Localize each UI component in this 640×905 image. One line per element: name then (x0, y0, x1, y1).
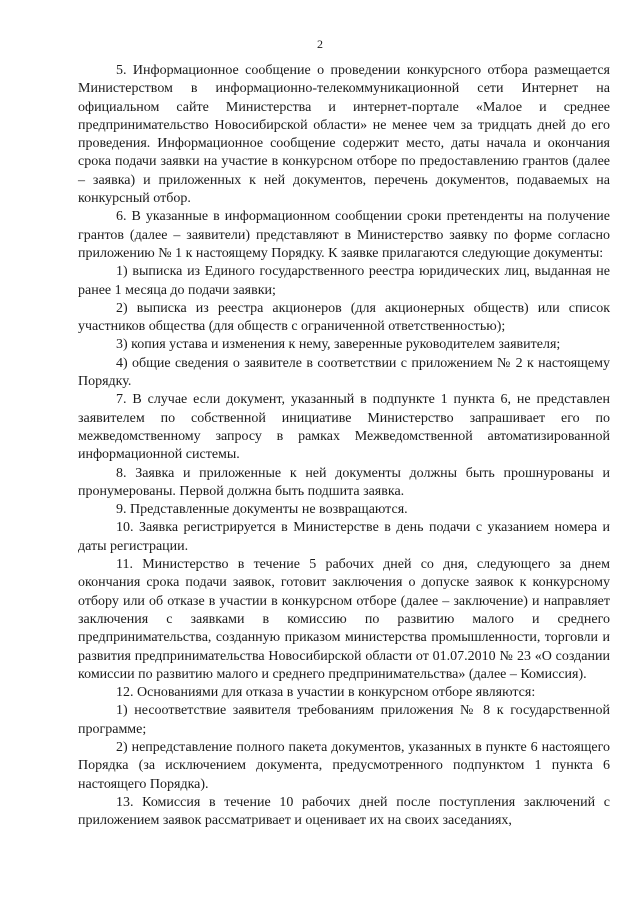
document-body (78, 62, 610, 830)
paragraph-6-item-3: 3) копия устава и изменения к нему, заверенные руководителем заявителя; (116, 337, 561, 353)
paragraph-9: 9. Представленные документы не возвращаются. (116, 502, 408, 518)
paragraph-10: 10. Заявка регистрируется в Министерстве в день подачи с указанием номера и даты регистрации. (78, 520, 610, 554)
paragraph-12-item-2: 2) непредставление полного пакета документов, указанных в пункте 6 настоящего Порядка (за исключением документа, предусмотренного подпунктом 1 пункта 6 настоящего Порядка). (78, 739, 610, 792)
paragraph-12: 12. Основаниями для отказа в участии в конкурсном отборе являются: (116, 685, 536, 701)
paragraph-8: 8. Заявка и приложенные к ней документы должны быть прошнурованы и пронумерованы. Первой должна быть подшита заявка. (78, 465, 610, 499)
paragraph-6: 6. В указанные в информационном сообщении сроки претенденты на получение грантов (далее – заявители) представляют в Министерство заявку по форме согласно приложению № 1 к настоящему Порядку. К заявке прилагаются следующие документы: (78, 209, 610, 261)
paragraph-6-item-2: 2) выписка из реестра акционеров (для акционерных обществ) или список участников общества (для обществ с ограниченной ответственностью); (78, 300, 610, 335)
paragraph-6-item-4: 4) общие сведения о заявителе в соответствии с приложением № 2 к настоящему Порядку. (78, 355, 610, 390)
paragraph-7: 7. В случае если документ, указанный в подпункте 1 пункта 6, не представлен заявителем по собственной инициативе Министерство запрашивает его по межведомственному запросу в рамках Межведомственной автоматизированной информационной системы. (78, 392, 610, 463)
paragraph-5: 5. Информационное сообщение о проведении конкурсного отбора размещается Министерством в информационно-телекоммуникационной сети Интернет на официальном сайте Министерства и интернет-портале «Малое и среднее предпринимательство Новосибирской области» не менее чем за тридцать дней до его проведения. Информационное сообщение содержит место, даты начала и окончания срока подачи заявки на участие в конкурсном отборе по предоставлению грантов (далее – заявка) и приложенных к ней документов, перечень документов, подаваемых на конкурсный отбор. (78, 63, 610, 207)
paragraph-13: 13. Комиссия в течение 10 рабочих дней после поступления заключений с приложением заявок рассматривает и оценивает их на своих заседаниях, (78, 794, 610, 829)
paragraph-6-item-1: 1) выписка из Единого государственного реестра юридических лиц, выданная не ранее 1 месяца до подачи заявки; (78, 264, 610, 298)
paragraph-12-item-1: 1) несоответствие заявителя требованиям приложения № 8 к государственной программе; (78, 703, 610, 737)
page-number: 2 (317, 37, 323, 51)
paragraph-11: 11. Министерство в течение 5 рабочих дней со дня, следующего за днем окончания срока подачи заявок, готовит заключения о допуске заявок к конкурсному отбору или об отказе в участии в конкурсном отборе (далее – заключение) и направляет заключения с заявками в комиссию по развитию малого и среднего предпринимательства, созданную приказом министерства промышленности, торговли и развития предпринимательства Новосибирской области от 01.07.2010 № 23 «О создании комиссии по развитию малого и среднего предпринимательства» (далее – Комиссия). (78, 557, 610, 682)
